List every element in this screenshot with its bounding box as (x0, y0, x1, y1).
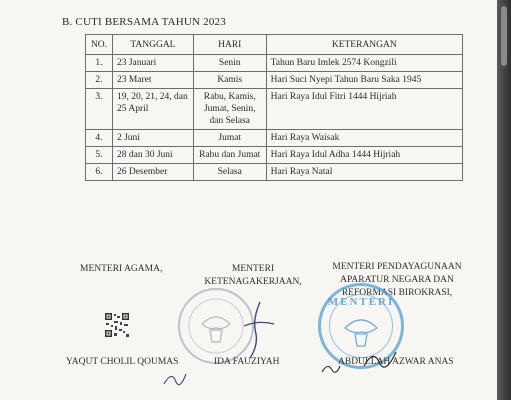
header-keterangan: KETERANGAN (266, 35, 462, 55)
signatory-naker-title-line1: MENTERI (231, 264, 275, 274)
cell-hari: Senin (193, 55, 266, 72)
signature-scribble-naker (230, 300, 278, 360)
cell-no: 3. (86, 89, 113, 130)
header-hari: HARI (193, 35, 266, 55)
cell-no: 4. (86, 130, 113, 147)
table-row (86, 72, 463, 89)
section-title: B. CUTI BERSAMA TAHUN 2023 (62, 16, 226, 28)
header-no: NO. (86, 35, 113, 55)
signatory-naker-title (198, 263, 308, 289)
cell-hari: Selasa (193, 164, 266, 181)
table-row (86, 89, 463, 130)
cell-keterangan: Tahun Baru Imlek 2574 Kongzili (266, 55, 462, 72)
cell-hari: Rabu, Kamis, Jumat, Senin, dan Selasa (193, 89, 266, 130)
scrollbar-thumb[interactable] (501, 6, 507, 66)
header-tanggal: TANGGAL (112, 35, 193, 55)
cell-no: 6. (86, 164, 113, 181)
stamp-blue-text: MENTERI (327, 296, 395, 308)
signatory-panrb-title-line3: REFORMASI BIROKRASI, (341, 288, 453, 298)
cell-tanggal: 19, 20, 21, 24, dan 25 April (112, 89, 193, 130)
signatory-panrb-name: ABDULLAH AZWAR ANAS (338, 357, 454, 367)
cell-no: 2. (86, 72, 113, 89)
cell-no: 5. (86, 147, 113, 164)
signatory-panrb-title-line2: APARATUR NEGARA DAN (340, 275, 454, 285)
signature-scribble-agama (160, 368, 190, 390)
qr-code-icon (104, 312, 130, 338)
signatory-agama-title: MENTERI AGAMA, (80, 264, 163, 274)
cell-tanggal: 23 Maret (112, 72, 193, 89)
cell-keterangan: Hari Raya Idul Adha 1444 Hijriah (266, 147, 462, 164)
cell-keterangan: Hari Raya Waisak (266, 130, 462, 147)
signatory-agama-name: YAQUT CHOLIL QOUMAS (66, 357, 179, 367)
table-row (86, 164, 463, 181)
table-row (86, 130, 463, 147)
signatory-naker-title-line2: KETENAGAKERJAAN, (204, 277, 302, 287)
cell-hari: Jumat (193, 130, 266, 147)
cell-hari: Rabu dan Jumat (193, 147, 266, 164)
cell-keterangan: Hari Raya Idul Fitri 1444 Hijriah (266, 89, 462, 130)
cell-hari: Kamis (193, 72, 266, 89)
vertical-scrollbar[interactable] (497, 0, 511, 400)
holiday-table (85, 34, 463, 181)
cell-tanggal: 2 Juni (112, 130, 193, 147)
cell-tanggal: 26 Desember (112, 164, 193, 181)
table-row (86, 55, 463, 72)
cell-no: 1. (86, 55, 113, 72)
signatory-naker-name: IDA FAUZIYAH (214, 357, 280, 367)
cell-tanggal: 28 dan 30 Juni (112, 147, 193, 164)
cell-keterangan: Hari Raya Natal (266, 164, 462, 181)
cell-tanggal: 23 Januari (112, 55, 193, 72)
table-row (86, 147, 463, 164)
table-header-row (86, 35, 463, 55)
cell-keterangan: Hari Suci Nyepi Tahun Baru Saka 1945 (266, 72, 462, 89)
signatory-panrb-title-line1: MENTERI PENDAYAGUNAAN (332, 262, 462, 272)
